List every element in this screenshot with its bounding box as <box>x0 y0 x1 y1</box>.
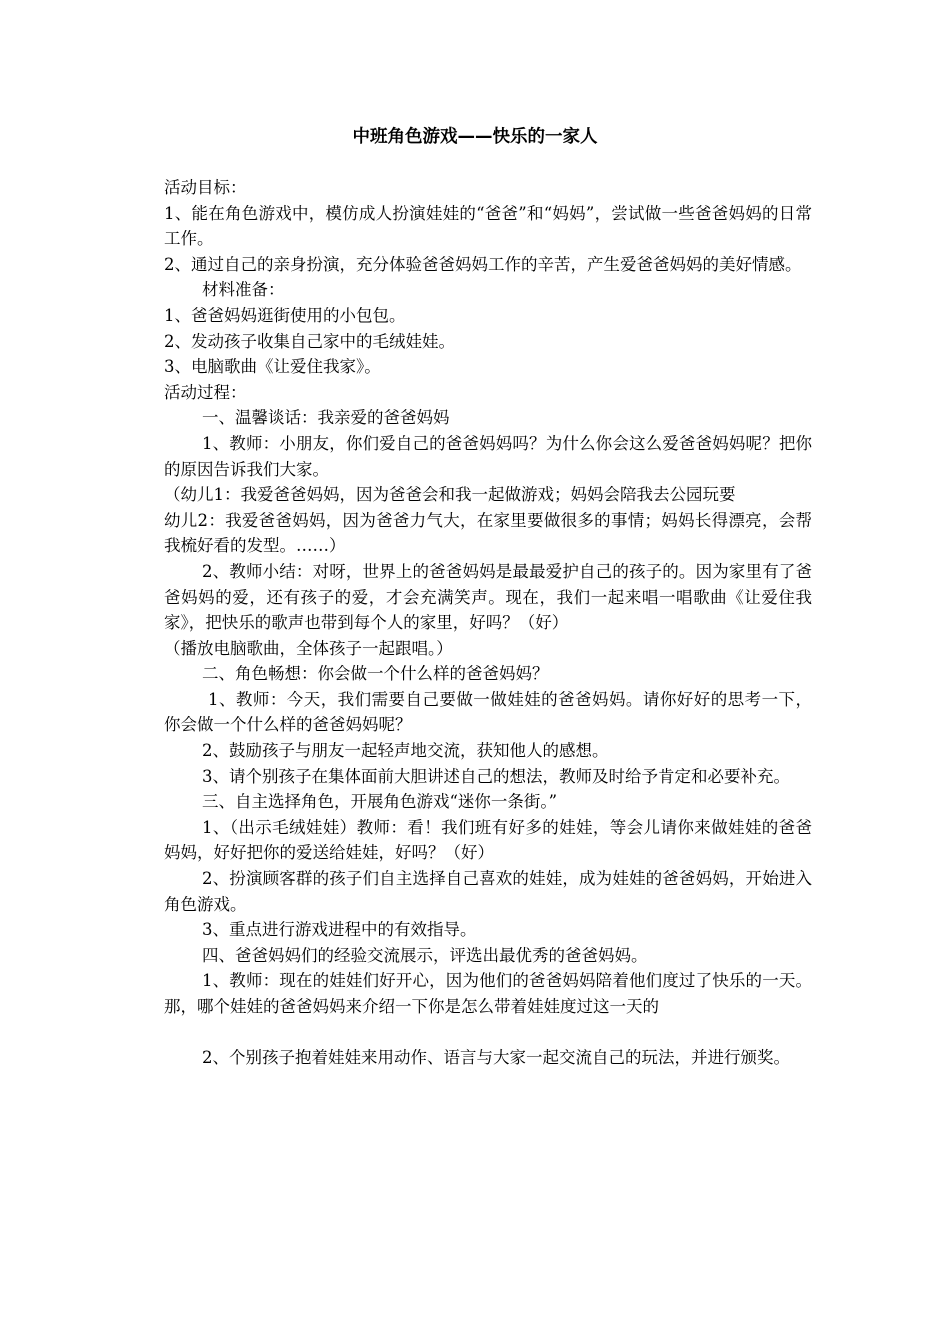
paragraph: 一、温馨谈话：我亲爱的爸爸妈妈 <box>202 408 450 428</box>
paragraph: 二、角色畅想：你会做一个什么样的爸爸妈妈？ <box>202 664 549 684</box>
document-title: 中班角色游戏——快乐的一家人 <box>352 127 598 147</box>
paragraph: 1、能在角色游戏中，模仿成人扮演娃娃的“爸爸”和“妈妈”，尝试做一些爸爸妈妈的日常工作。 <box>164 203 812 249</box>
paragraph: 2、扮演顾客群的孩子们自主选择自己喜欢的娃娃，成为娃娃的爸爸妈妈，开始进入角色游戏。 <box>164 869 812 914</box>
paragraph: （幼儿1：我爱爸爸妈妈，因为爸爸会和我一起做游戏；妈妈会陪我去公园玩要 <box>164 485 736 505</box>
paragraph: 1、爸爸妈妈逛街使用的小包包。 <box>164 305 406 325</box>
paragraph: 活动过程： <box>164 382 247 402</box>
paragraph: 四、爸爸妈妈们的经验交流展示，评选出最优秀的爸爸妈妈。 <box>202 945 648 965</box>
paragraph: 2、教师小结：对呀，世界上的爸爸妈妈是最最爱护自己的孩子的。因为家里有了爸爸妈妈的爱，还有孩子的爱，才会充满笑声。现在，我们一起来唱一唱歌曲《让爱住我家》，把快乐的歌声也带到每个人的家里，好吗？（好） <box>164 561 812 633</box>
paragraph: 1、（出示毛绒娃娃）教师：看！我们班有好多的娃娃，等会儿请你来做娃娃的爸爸妈妈，好好把你的爱送给娃娃，好吗？（好） <box>164 817 812 863</box>
paragraph: 活动目标： <box>164 178 247 197</box>
paragraph: 材料准备： <box>202 280 285 300</box>
paragraph: 1、教师：今天，我们需要自己要做一做娃娃的爸爸妈妈。请你好好的思考一下，你会做一个什么样的爸爸妈妈呢？ <box>164 689 812 735</box>
paragraph: 2、通过自己的亲身扮演，充分体验爸爸妈妈工作的辛苦，产生爱爸爸妈妈的美好情感。 <box>164 254 802 274</box>
paragraph: 3、重点进行游戏进程中的有效指导。 <box>202 920 477 940</box>
document-body <box>164 175 812 1071</box>
paragraph: （播放电脑歌曲，全体孩子一起跟唱。） <box>164 638 453 658</box>
paragraph: 幼儿2：我爱爸爸妈妈，因为爸爸力气大，在家里要做很多的事情；妈妈长得漂亮，会帮我梳好看的发型。……） <box>164 510 812 556</box>
paragraph: 3、请个别孩子在集体面前大胆讲述自己的想法，教师及时给予肯定和必要补充。 <box>202 766 790 786</box>
paragraph: 三、自主选择角色，开展角色游戏“迷你一条街。” <box>202 792 558 812</box>
paragraph: 1、教师：小朋友，你们爱自己的爸爸妈妈吗？为什么你会这么爱爸爸妈妈呢？把你的原因告诉我们大家。 <box>164 433 812 479</box>
paragraph: 2、鼓励孩子与朋友一起轻声地交流，获知他人的感想。 <box>202 741 609 761</box>
paragraph: 3、电脑歌曲《让爱住我家》。 <box>164 357 381 377</box>
blank-line <box>164 1020 812 1046</box>
paragraph: 2、个别孩子抱着娃娃来用动作、语言与大家一起交流自己的玩法，并进行颁奖。 <box>202 1048 790 1068</box>
paragraph: 2、发动孩子收集自己家中的毛绒娃娃。 <box>164 331 455 351</box>
paragraph: 1、教师：现在的娃娃们好开心，因为他们的爸爸妈妈陪着他们度过了快乐的一天。那，哪个娃娃的爸爸妈妈来介绍一下你是怎么带着娃娃度过这一天的 <box>164 971 812 1016</box>
